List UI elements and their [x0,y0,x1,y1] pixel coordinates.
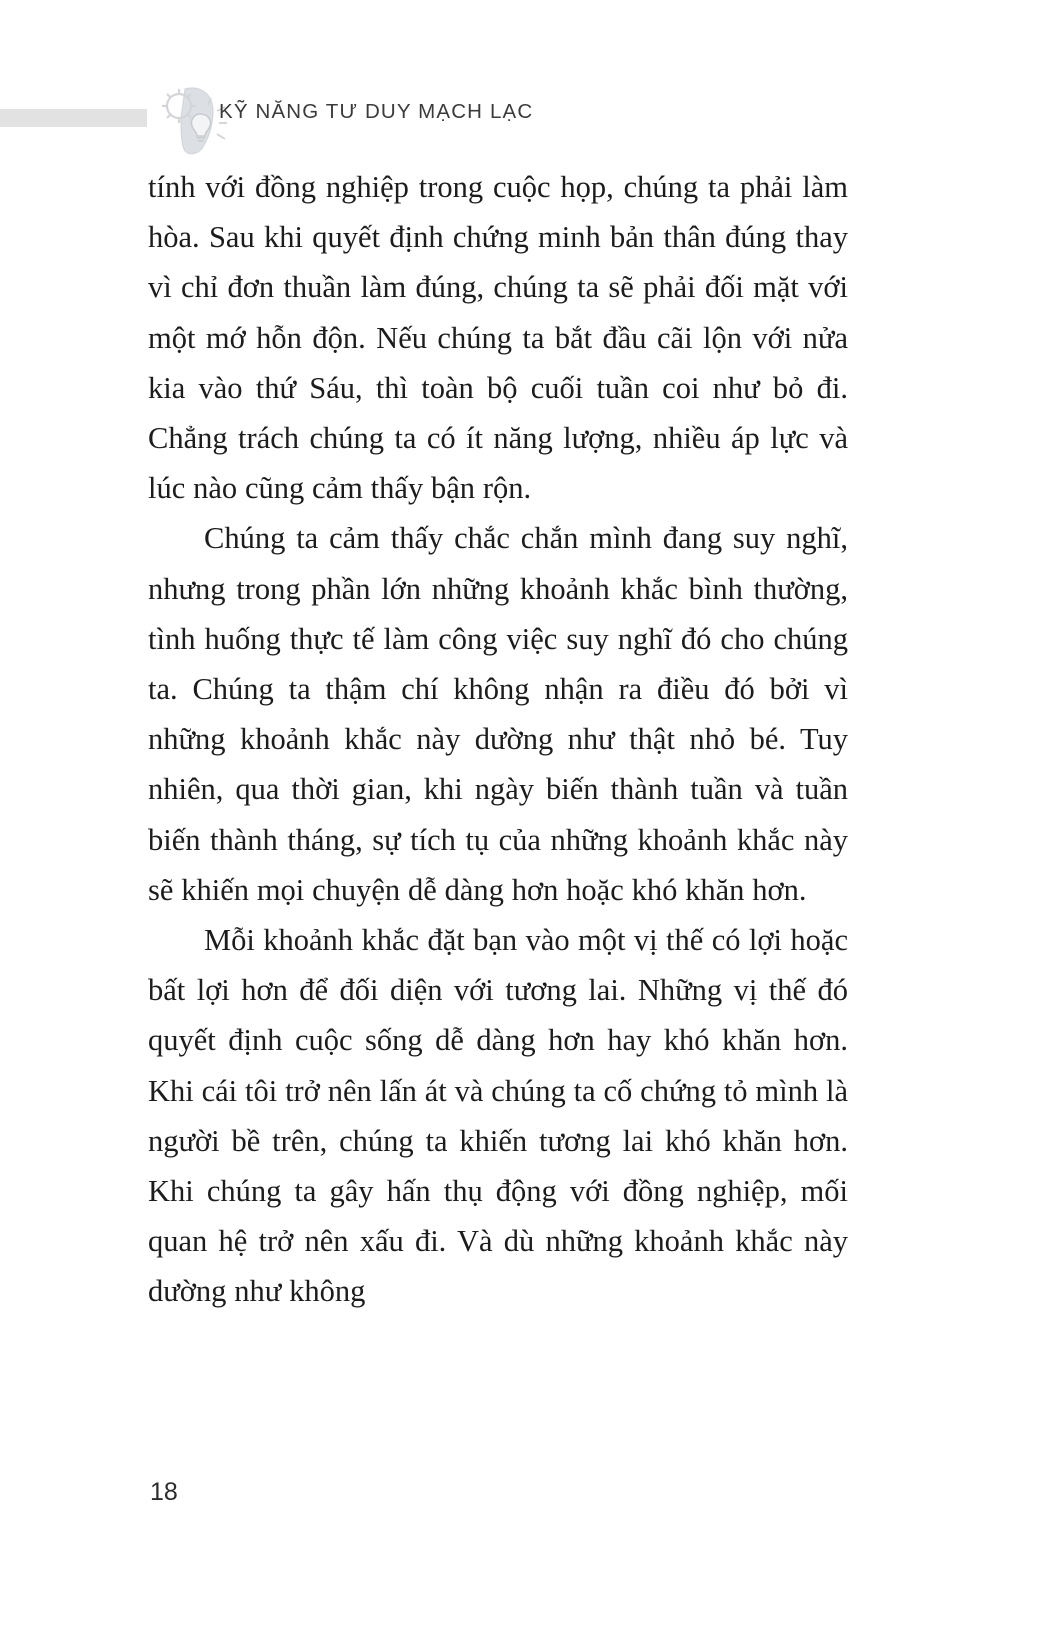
gear-lightbulb-icon [155,81,227,159]
header-title: KỸ NĂNG TƯ DUY MẠCH LẠC [219,100,534,123]
running-header [0,95,1040,159]
page-number: 18 [150,1478,178,1506]
body-text-column [148,162,848,1317]
header-rule [0,109,147,127]
paragraph: Mỗi khoảnh khắc đặt bạn vào một vị thế có lợi hoặc bất lợi hơn để đối diện với tương lai. Những vị thế đó quyết định cuộc sống dễ dàng hơn hay khó khăn hơn. Khi cái tôi trở nên lấn át và chúng ta cố chứng tỏ mình là người bề trên, chúng ta khiến tương lai khó khăn hơn. Khi chúng ta gây hấn thụ động với đồng nghiệp, mối quan hệ trở nên xấu đi. Và dù những khoảnh khắc này dường như không [148,923,848,1309]
paragraph: Chúng ta cảm thấy chắc chắn mình đang suy nghĩ, nhưng trong phần lớn những khoảnh khắc bình thường, tình huống thực tế làm công việc suy nghĩ đó cho chúng ta. Chúng ta thậm chí không nhận ra điều đó bởi vì những khoảnh khắc này dường như thật nhỏ bé. Tuy nhiên, qua thời gian, khi ngày biến thành tuần và tuần biến thành tháng, sự tích tụ của những khoảnh khắc này sẽ khiến mọi chuyện dễ dàng hơn hoặc khó khăn hơn. [148,521,848,907]
paragraph: tính với đồng nghiệp trong cuộc họp, chúng ta phải làm hòa. Sau khi quyết định chứng minh bản thân đúng thay vì chỉ đơn thuần làm đúng, chúng ta sẽ phải đối mặt với một mớ hỗn độn. Nếu chúng ta bắt đầu cãi lộn với nửa kia vào thứ Sáu, thì toàn bộ cuối tuần coi như bỏ đi. Chẳng trách chúng ta có ít năng lượng, nhiều áp lực và lúc nào cũng cảm thấy bận rộn. [148,170,848,506]
